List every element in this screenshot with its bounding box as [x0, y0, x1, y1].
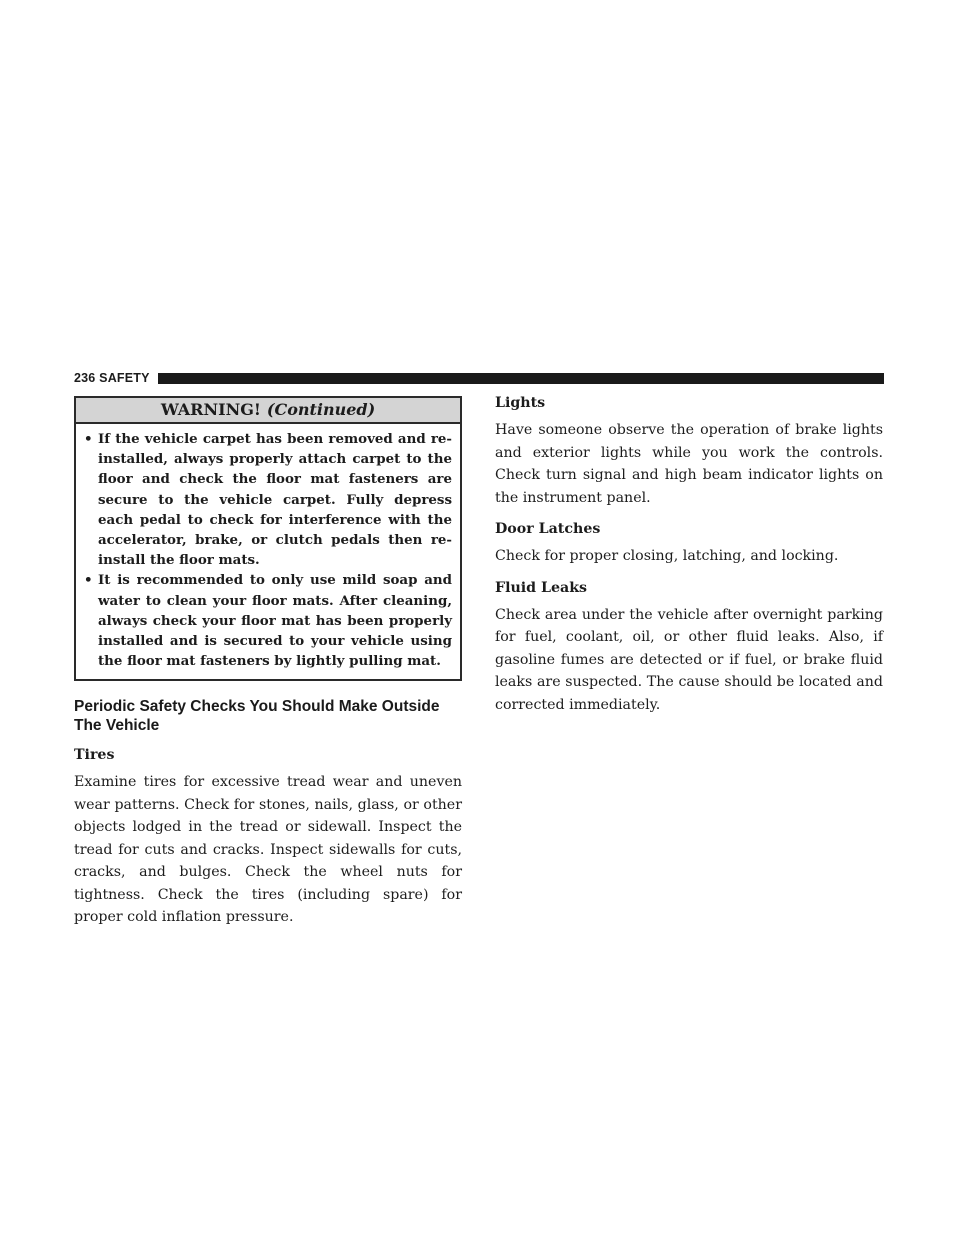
warning-bullet-text: It is recommended to only use mild soap and water to clean your floor mats. After cleaning, always check your floor mat has been properly installed and is secured to your vehicle using the floor mat fasteners by lightly pulling mat. — [98, 572, 452, 670]
tires-body: Examine tires for excessive tread wear and uneven wear patterns. Check for stones, nails, glass, or other objects lodged in the tread or sidewall. Inspect the tread for cuts and cracks. Inspect sidewalls for cuts, cracks, and bulges. Check the wheel nuts for tightness. Check the tires (including spare) for proper cold inflation pressure. — [74, 774, 462, 926]
bullet-icon: • — [84, 431, 93, 447]
lights-body: Have someone observe the operation of brake lights and exterior lights while you work the controls. Check turn signal and high beam indicator lights on the instrument panel. — [495, 422, 883, 506]
warning-continued: (Continued) — [266, 400, 376, 419]
section-title: SAFETY — [99, 371, 150, 385]
warning-box — [74, 396, 462, 681]
warning-title: WARNING! — [160, 400, 261, 419]
lights-heading: Lights — [495, 395, 546, 411]
warning-bullet — [84, 570, 452, 671]
warning-bullet-text: If the vehicle carpet has been removed and re-installed, always properly attach carpet to the floor and check the floor mat fasteners are secure to the vehicle carpet. Fully depress each pedal to check for interference with the accelerator, brake, or clutch pedals then re-install the floor mats. — [98, 431, 452, 569]
bullet-icon: • — [84, 572, 93, 589]
warning-header — [76, 398, 460, 424]
running-head-text — [74, 371, 150, 385]
tires-heading: Tires — [74, 747, 115, 764]
warning-list — [76, 424, 460, 679]
running-head-bar — [158, 373, 884, 384]
left-column — [74, 396, 462, 929]
running-head — [74, 370, 884, 386]
fluid-leaks-body: Check area under the vehicle after overnight parking for fuel, coolant, oil, or other fluid leaks. Also, if gasoline fumes are detected or if fuel, or brake fluid leaks are suspected. The cause should be located and corrected immediately. — [495, 606, 883, 713]
door-latches-heading: Door Latches — [495, 521, 601, 537]
section-heading: Periodic Safety Checks You Should Make Outside The Vehicle — [74, 698, 440, 735]
page-number: 236 — [74, 371, 96, 385]
door-latches-body: Check for proper closing, latching, and locking. — [495, 548, 839, 564]
fluid-leaks-heading: Fluid Leaks — [495, 579, 588, 596]
right-column — [495, 393, 883, 716]
warning-bullet — [84, 429, 452, 570]
